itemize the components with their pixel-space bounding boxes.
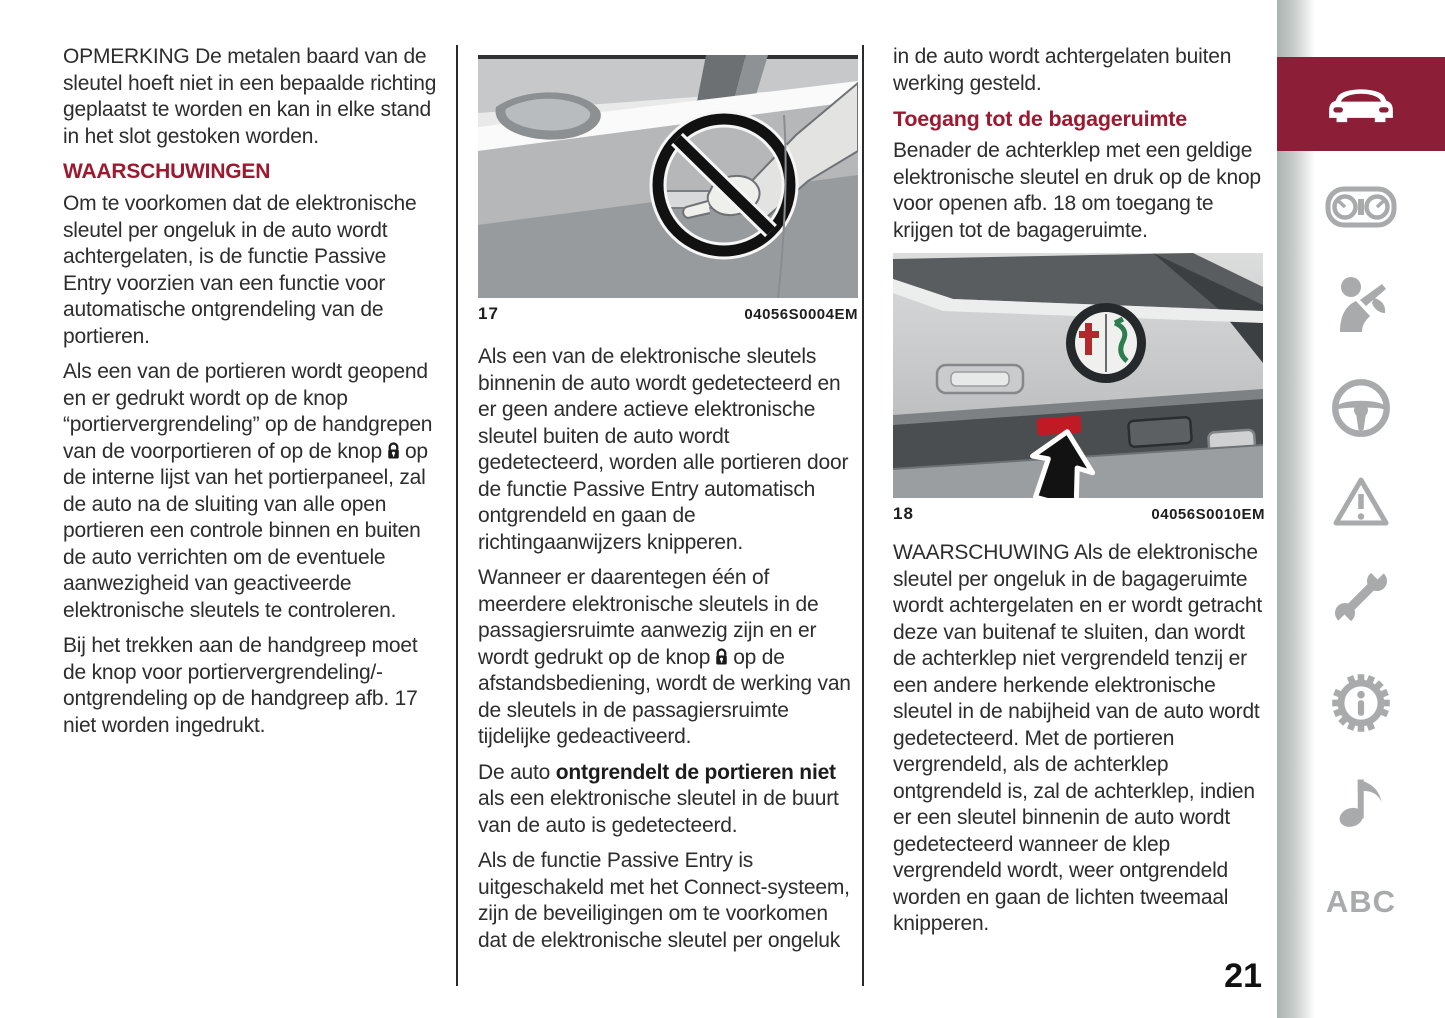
- paragraph: Om te voorkomen dat de elektronische sleutel per ongeluk in de auto wordt achtergelaten, is de functie Passive Entry voorzien van een functie voor automatische ontgrendeling van de portieren.: [63, 192, 417, 348]
- text-column-1: [63, 44, 437, 748]
- paragraph: Bij het trekken aan de handgreep moet de knop voor portiervergrendeling/-ontgrendeling op de handgreep afb. 17 niet worden ingedrukt.: [63, 634, 418, 737]
- warning-triangle-icon: [1331, 474, 1391, 530]
- sidebar-tab-index[interactable]: ABC: [1325, 884, 1397, 919]
- paragraph: Benader de achterklep met een geldige elektronische sleutel en druk op de knop voor openen afb. 18 om toegang te krijgen tot de bagageruimte.: [893, 139, 1261, 242]
- text-column-3: [893, 44, 1265, 947]
- paragraph: OPMERKING De metalen baard van de sleutel hoeft niet in een bepaalde richting geplaatst te worden en kan in elke stand in het slot gestoken worden.: [63, 45, 437, 148]
- sidebar-tab-multimedia[interactable]: [1277, 768, 1445, 830]
- sidebar-tab-maintenance[interactable]: [1277, 566, 1445, 628]
- fig18-number: 18: [893, 504, 914, 523]
- sidebar-tab-technical-data[interactable]: [1277, 672, 1445, 734]
- column-divider: [862, 45, 864, 986]
- lock-icon: [714, 648, 729, 666]
- fig17-number: 17: [478, 304, 499, 323]
- alfa-romeo-badge: [1066, 303, 1146, 383]
- paragraph: Als een van de elektronische sleutels binnenin de auto wordt gedetecteerd en er geen andere actieve elektronische sleutel buiten de auto wordt gedetecteerd, worden alle portieren door de functie Passive Entry automatisch ontgrendeld en gaan de richtingaanwijzers knipperen.: [478, 345, 849, 554]
- fig17-illustration-door-handle-prohibition: [478, 55, 858, 298]
- wrench-icon: [1330, 566, 1392, 628]
- warnings-heading: WAARSCHUWINGEN: [63, 160, 271, 183]
- car-icon: [1327, 81, 1395, 127]
- instrument-cluster-icon: [1324, 182, 1398, 232]
- sidebar-tab-emergency[interactable]: [1277, 474, 1445, 530]
- fig17-caption: [478, 304, 858, 324]
- paragraph: Als een van de portieren wordt geopend en er gedrukt wordt op de knop “portiervergrendeling” op de handgrepen van de voorportieren of op de knop op de interne lijst van het portierpaneel, zal de auto na de sluiting van alle open portieren een controle binnen en buiten de auto verrichten om de eventuele aanwezigheid van geactiveerde elektronische sleutels te controleren.: [63, 360, 433, 622]
- trunk-access-heading: Toegang tot de bagageruimte: [893, 107, 1188, 131]
- figure-18: [893, 253, 1265, 524]
- sidebar-tab-safety[interactable]: [1277, 272, 1445, 334]
- text-column-2: [478, 55, 858, 963]
- paragraph: Als de functie Passive Entry is uitgeschakeld met het Connect-systeem, zijn de beveiligingen om te voorkomen dat de elektronische sleutel per ongeluk: [478, 849, 850, 952]
- column-divider: [456, 45, 458, 986]
- paragraph: WAARSCHUWING Als de elektronische sleutel per ongeluk in de bagageruimte wordt achtergelaten en er wordt getracht deze van buitenaf te sluiten, dan wordt de achterklep niet vergrendeld tenzij er een andere herkende elektronische sleutel in de nabijheid van de auto wordt gedetecteerd. Met de portieren vergrendeld, als de achterklep ontgrendeld is, zal de achterklep, indien er een sleutel binnenin de auto wordt gedetecteerd wanneer de klep vergrendeld wordt, weer ontgrendeld worden en gaan de lichten tweemaal knipperen.: [893, 541, 1263, 935]
- page-number: 21: [1224, 957, 1262, 995]
- fig18-illustration-trunk-button: [893, 253, 1263, 498]
- fig18-caption: [893, 504, 1265, 524]
- airbag-safety-icon: [1330, 272, 1392, 334]
- sidebar-tab-instrument-panel[interactable]: [1277, 182, 1445, 232]
- figure-17: [478, 55, 858, 324]
- paragraph: Wanneer er daarentegen één of meerdere elektronische sleutels in de passagiersruimte aanwezig zijn en er wordt gedrukt op de knop op de afstandsbediening, wordt de werking van de sleutels in de passagiersruimte tijdelijke gedeactiveerd.: [478, 566, 851, 748]
- lock-icon: [386, 442, 401, 460]
- fig18-code: 04056S0010EM: [1151, 506, 1265, 523]
- gear-info-icon: [1330, 672, 1392, 734]
- sidebar-tab-starting-driving[interactable]: [1277, 378, 1445, 438]
- paragraph: in de auto wordt achtergelaten buiten werking gesteld.: [893, 45, 1232, 95]
- paragraph: De auto ontgrendelt de portieren niet als een elektronische sleutel in de buurt van de auto is gedetecteerd.: [478, 760, 839, 837]
- music-note-icon: [1335, 768, 1387, 830]
- fig17-code: 04056S0004EM: [744, 306, 858, 323]
- sidebar-tab-vehicle-active[interactable]: [1277, 57, 1445, 151]
- steering-wheel-icon: [1331, 378, 1391, 438]
